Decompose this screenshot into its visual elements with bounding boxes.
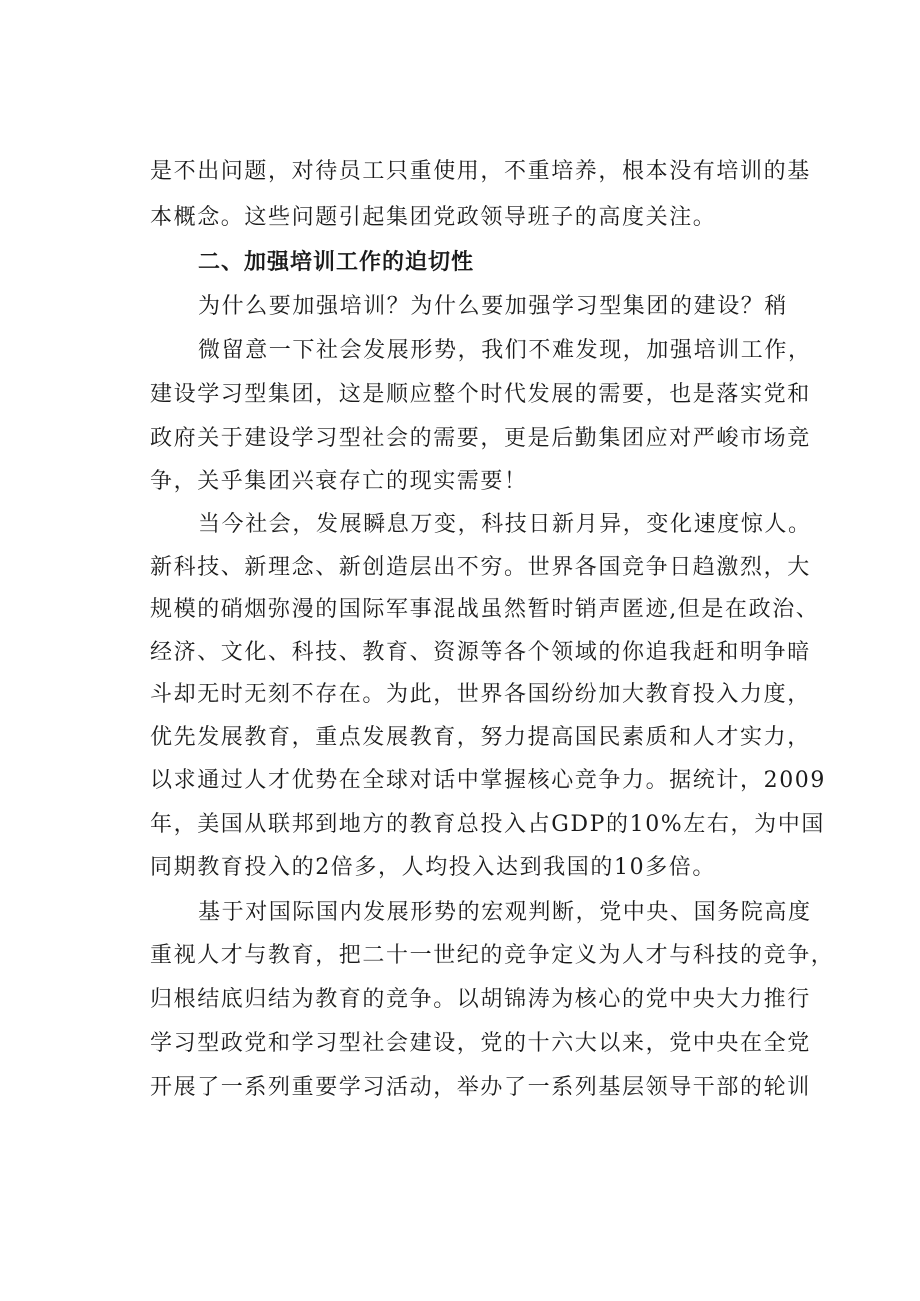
body-text-line: 重视人才与教育，把二十一世纪的竞争定义为人才与科技的竞争， [150,943,835,968]
body-text-line: 斗却无时无刻不存在。为此，世界各国纷纷加大教育投入力度， [150,682,811,707]
body-text-line: 政府关于建设学习型社会的需要，更是后勤集团应对严峻市场竞 [150,426,811,451]
body-text-line: 建设学习型集团，这是顺应整个时代发展的需要，也是落实党和 [150,382,811,407]
body-text-line: 新科技、新理念、新创造层出不穷。世界各国竞争日趋激烈，大 [150,555,811,580]
body-text-line: 为什么要加强培训？为什么要加强学习型集团的建设？稍 [198,294,789,319]
section-heading: 二、加强培训工作的迫切性 [198,250,475,275]
body-text-line: 是不出问题，对待员工只重使用，不重培养，根本没有培训的基 [150,159,811,184]
body-text-line: 年，美国从联邦到地方的教育总投入占GDP的10%左右，为中国 [150,812,825,837]
body-text-line: 学习型政党和学习型社会建设，党的十六大以来，党中央在全党 [150,1031,811,1056]
body-text-line: 优先发展教育，重点发展教育，努力提高国民素质和人才实力， [150,725,811,750]
body-text-line: 以求通过人才优势在全球对话中掌握核心竞争力。据统计，2009 [150,768,826,793]
body-text-line: 本概念。这些问题引起集团党政领导班子的高度关注。 [150,205,717,230]
body-text-line: 争，关乎集团兴衰存亡的现实需要！ [150,469,528,494]
body-text-line: 同期教育投入的2倍多，人均投入达到我国的10多倍。 [150,855,716,880]
body-text-line: 归根结底归结为教育的竞争。以胡锦涛为核心的党中央大力推行 [150,987,811,1012]
body-text-line: 微留意一下社会发展形势，我们不难发现，加强培训工作， [198,338,812,363]
body-text-line: 开展了一系列重要学习活动，举办了一系列基层领导干部的轮训 [150,1075,811,1100]
body-text-line: 经济、文化、科技、教育、资源等各个领域的你追我赶和明争暗 [150,640,811,665]
body-text-line: 基于对国际国内发展形势的宏观判断，党中央、国务院高度 [198,900,812,925]
body-text-line: 规模的硝烟弥漫的国际军事混战虽然暂时销声匿迹,但是在政治、 [150,597,820,622]
body-text-line: 当今社会，发展瞬息万变，科技日新月异，变化速度惊人。 [198,512,812,537]
